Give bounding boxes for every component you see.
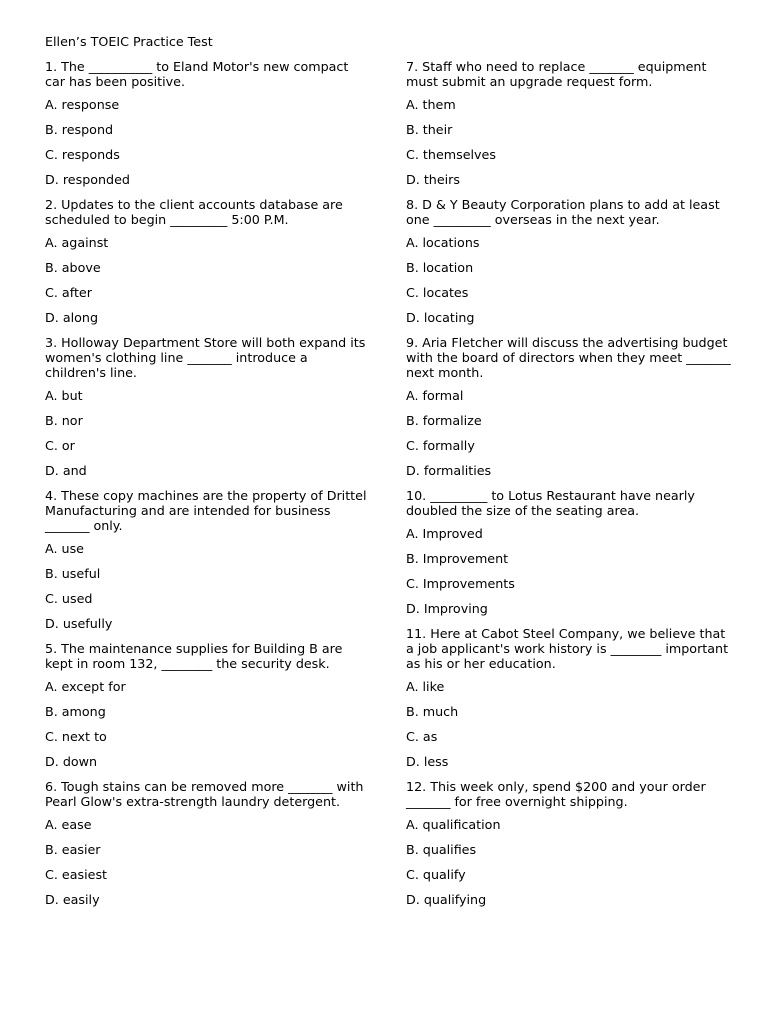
answer-option: B. location [406, 260, 474, 275]
answer-option: A. locations [406, 235, 480, 250]
question-text: 8. D & Y Beauty Corporation plans to add at least one _________ overseas in the next year. [406, 197, 720, 227]
answer-option: B. easier [45, 842, 101, 857]
answer-option: A. them [406, 97, 456, 112]
question-text: 4. These copy machines are the property of Drittel Manufacturing and are intended for business _______ only. [45, 488, 367, 533]
question-8 [406, 197, 731, 325]
question-text: 1. The __________ to Eland Motor's new compact car has been positive. [45, 59, 349, 89]
answer-option: B. nor [45, 413, 83, 428]
question-text: 5. The maintenance supplies for Building B are kept in room 132, ________ the security desk. [45, 641, 343, 671]
answer-option: C. formally [406, 438, 475, 453]
answer-option: B. Improvement [406, 551, 509, 566]
document-title: Ellen’s TOEIC Practice Test [45, 34, 213, 49]
question-2 [45, 197, 370, 325]
question-6 [45, 779, 370, 907]
question-text: 10. _________ to Lotus Restaurant have nearly doubled the size of the seating area. [406, 488, 695, 518]
answer-option: D. theirs [406, 172, 461, 187]
question-9 [406, 335, 731, 478]
answer-option: C. locates [406, 285, 469, 300]
answer-option: B. their [406, 122, 453, 137]
answer-option: C. themselves [406, 147, 496, 162]
answer-option: C. qualify [406, 867, 466, 882]
answer-option: D. formalities [406, 463, 492, 478]
question-4 [45, 488, 370, 631]
answer-option: B. useful [45, 566, 101, 581]
answer-option: D. qualifying [406, 892, 487, 907]
answer-option: B. among [45, 704, 106, 719]
answer-option: B. much [406, 704, 459, 719]
question-7 [406, 59, 731, 187]
answer-option: D. locating [406, 310, 475, 325]
answer-option: B. respond [45, 122, 114, 137]
answer-option: D. responded [45, 172, 130, 187]
answer-option: C. used [45, 591, 93, 606]
question-5 [45, 641, 370, 769]
question-3 [45, 335, 370, 478]
question-text: 7. Staff who need to replace _______ equipment must submit an upgrade request form. [406, 59, 707, 89]
question-text: 11. Here at Cabot Steel Company, we believe that a job applicant's work history is ________ important as his or her education. [406, 626, 729, 671]
answer-option: A. but [45, 388, 83, 403]
left-question-column [45, 59, 370, 917]
question-1 [45, 59, 370, 187]
answer-option: A. like [406, 679, 445, 694]
answer-option: A. response [45, 97, 120, 112]
question-12 [406, 779, 731, 907]
question-text: 12. This week only, spend $200 and your order _______ for free overnight shipping. [406, 779, 706, 809]
answer-option: D. less [406, 754, 449, 769]
answer-option: C. next to [45, 729, 107, 744]
question-text: 9. Aria Fletcher will discuss the advertising budget with the board of directors when they meet _______ next month. [406, 335, 731, 380]
question-11 [406, 626, 731, 769]
question-text: 6. Tough stains can be removed more _______ with Pearl Glow's extra-strength laundry detergent. [45, 779, 364, 809]
answer-option: A. qualification [406, 817, 501, 832]
answer-option: A. formal [406, 388, 464, 403]
answer-option: C. as [406, 729, 438, 744]
answer-option: C. or [45, 438, 75, 453]
answer-option: B. formalize [406, 413, 482, 428]
answer-option: D. down [45, 754, 98, 769]
answer-option: C. easiest [45, 867, 108, 882]
answer-option: D. Improving [406, 601, 488, 616]
answer-option: C. responds [45, 147, 120, 162]
answer-option: A. except for [45, 679, 126, 694]
answer-option: A. Improved [406, 526, 483, 541]
answer-option: A. use [45, 541, 84, 556]
question-10 [406, 488, 731, 616]
answer-option: D. usefully [45, 616, 113, 631]
right-question-column [406, 59, 731, 917]
answer-option: B. above [45, 260, 101, 275]
answer-option: B. qualifies [406, 842, 477, 857]
question-text: 2. Updates to the client accounts database are scheduled to begin _________ 5:00 P.M. [45, 197, 343, 227]
answer-option: A. against [45, 235, 109, 250]
answer-option: D. along [45, 310, 98, 325]
question-text: 3. Holloway Department Store will both expand its women's clothing line _______ introduce a children's line. [45, 335, 366, 380]
answer-option: C. after [45, 285, 92, 300]
answer-option: C. Improvements [406, 576, 515, 591]
answer-option: D. easily [45, 892, 100, 907]
answer-option: D. and [45, 463, 87, 478]
answer-option: A. ease [45, 817, 92, 832]
